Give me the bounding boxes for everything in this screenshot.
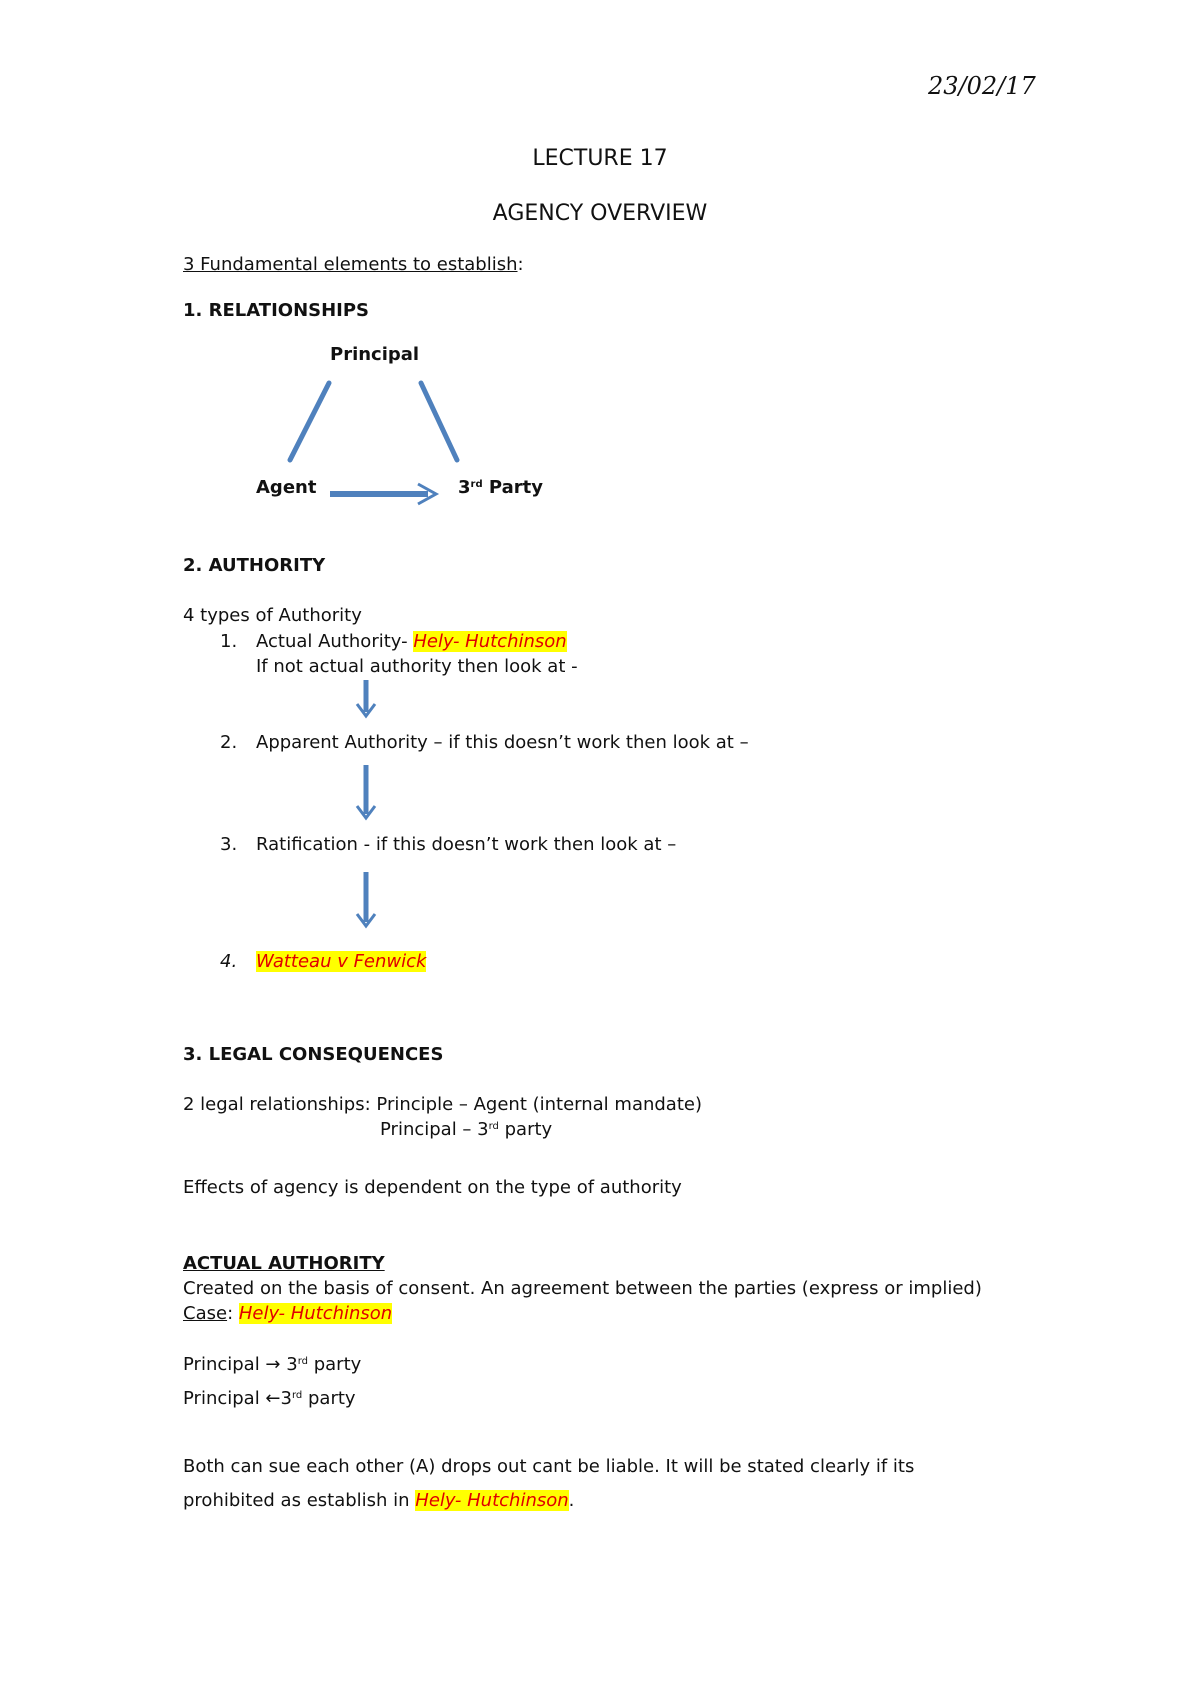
principal-to-party-line (183, 1354, 361, 1375)
rel-label: 2 legal relationships: (183, 1094, 377, 1115)
section2-intro: 4 types of Authority (183, 605, 362, 626)
case-line (183, 1303, 392, 1324)
third-party-sup: rd (470, 479, 483, 490)
third-party-rest: Party (482, 477, 543, 498)
authority-item-1 (220, 631, 567, 652)
diagram-agent-label: Agent (256, 477, 317, 498)
authority-item-1-sub: If not actual authority then look at - (256, 656, 578, 677)
line2-post: party (302, 1388, 356, 1409)
para-end: . (568, 1490, 575, 1511)
rel1: Principle – Agent (internal mandate) (376, 1094, 702, 1115)
rel2-pre: Principal – 3 (380, 1119, 489, 1140)
item-text: Ratification - if this doesn’t work then look at – (256, 834, 677, 855)
case-highlight: Hely- Hutchinson (413, 631, 567, 652)
paragraph-line1: Both can sue each other (A) drops out cant be liable. It will be stated clearly if its (183, 1456, 915, 1477)
line1-post: party (307, 1354, 362, 1375)
diagram-principal-label: Principal (330, 344, 420, 365)
actual-authority-desc: Created on the basis of consent. An agreement between the parties (express or implied) (183, 1278, 982, 1299)
section1-heading: 1. RELATIONSHIPS (183, 300, 370, 321)
lecture-title: LECTURE 17 (532, 146, 668, 171)
legal-relationships-line1 (183, 1094, 702, 1115)
principal-agent-line (290, 383, 329, 460)
effects-line: Effects of agency is dependent on the type of authority (183, 1177, 682, 1198)
rel2-post: party (498, 1119, 553, 1140)
line1-sup: rd (297, 1356, 308, 1367)
date: 23/02/17 (928, 72, 1036, 100)
intro-underlined: 3 Fundamental elements to establish (183, 254, 518, 275)
item-number: 3. (220, 834, 238, 855)
third-party-num: 3 (458, 477, 471, 498)
para-pre: prohibited as establish in (183, 1490, 416, 1511)
case-highlight: Watteau v Fenwick (256, 951, 427, 972)
paragraph-line2 (183, 1490, 574, 1511)
authority-item-2 (220, 732, 749, 753)
intro-colon: : (517, 254, 524, 275)
section2-heading: 2. AUTHORITY (183, 555, 326, 576)
line2-pre: Principal ←3 (183, 1388, 292, 1409)
item-text: Actual Authority- (256, 631, 414, 652)
section3-heading: 3. LEGAL CONSEQUENCES (183, 1044, 444, 1065)
item-number: 2. (220, 732, 238, 753)
lecture-subtitle: AGENCY OVERVIEW (492, 201, 708, 226)
authority-item-3 (220, 834, 676, 855)
line2-sup: rd (291, 1390, 303, 1401)
item-number: 1. (220, 631, 238, 652)
item-number: 4. (220, 951, 238, 972)
case-highlight: Hely- Hutchinson (415, 1490, 569, 1511)
party-to-principal-line (183, 1388, 356, 1409)
case-highlight: Hely- Hutchinson (238, 1303, 393, 1324)
item-text: Apparent Authority – if this doesn’t work then look at – (256, 732, 749, 753)
principal-party-line (421, 383, 457, 460)
case-colon: : (227, 1303, 239, 1324)
authority-item-4 (220, 951, 426, 972)
legal-relationships-line2 (380, 1119, 552, 1140)
rel2-sup: rd (488, 1121, 499, 1132)
case-label: Case (183, 1303, 228, 1324)
actual-authority-heading: ACTUAL AUTHORITY (183, 1253, 385, 1274)
line1-pre: Principal → 3 (183, 1354, 298, 1375)
